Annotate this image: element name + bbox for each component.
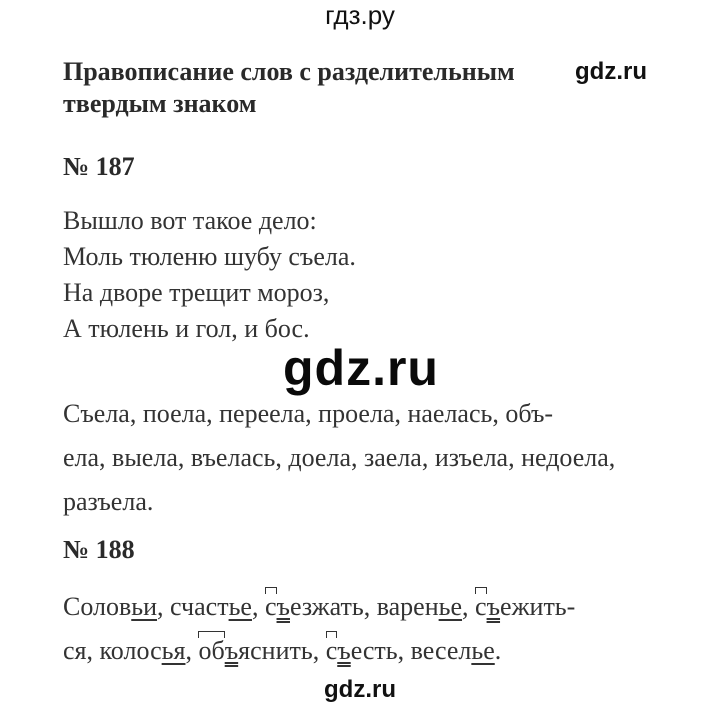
exercise-188-number: № 188 [63,535,135,564]
text-fragment: ежить- [500,592,576,621]
text-fragment: Солов [63,592,132,621]
watermark-center: gdz.ru [283,340,439,396]
exercise-187-poem [63,203,356,347]
text-fragment: , [185,636,199,665]
hard-sign-underline: ъ [337,636,351,665]
answer-line [63,585,663,629]
prefix-mark: с [475,585,487,629]
answer-line [63,629,663,673]
ending-underline: ье [228,592,252,621]
text-fragment: есть, весел [350,636,472,665]
text-fragment: . [494,636,502,665]
text-fragment: , [251,592,265,621]
ending-underline: ьи [131,592,158,621]
page-title [63,56,515,120]
exercise-187-number: № 187 [63,152,135,181]
answer-line: ела, выела, въелась, доела, заела, изъела, недоела, [63,443,616,472]
text-fragment: ся, колос [63,636,162,665]
title-line-2: твердым знаком [63,89,257,118]
answer-line: Съела, поела, переела, проела, наелась, объ- [63,399,554,428]
hard-sign-underline: ъ [276,592,290,621]
title-line-1: Правописание слов с разделительным [63,57,515,86]
exercise-188-answer [63,585,663,673]
watermark-inline: gdz.ru [575,58,647,85]
ending-underline: ье [438,592,463,621]
ending-underline: ье [471,636,495,665]
hard-sign-underline: ъ [224,636,239,665]
exercise-187-answer [63,392,663,524]
answer-line: разъела. [63,487,154,516]
prefix-mark: с [326,629,338,673]
text-fragment: , счаст [157,592,229,621]
ending-underline: ья [161,636,186,665]
hard-sign-underline: ъ [486,592,501,621]
poem-line: На дворе трещит мороз, [63,278,330,307]
watermark-bottom: gdz.ru [324,676,396,703]
text-fragment: яснить, [238,636,326,665]
poem-line: Вышло вот такое дело: [63,206,317,235]
prefix-mark: с [265,585,277,629]
text-fragment: езжать, варен [289,592,439,621]
prefix-mark: об [198,629,224,673]
watermark-top: гдз.ру [325,0,395,30]
text-fragment: , [462,592,476,621]
poem-line: Моль тюленю шубу съела. [63,242,356,271]
poem-line: А тюлень и гол, и бос. [63,314,310,343]
